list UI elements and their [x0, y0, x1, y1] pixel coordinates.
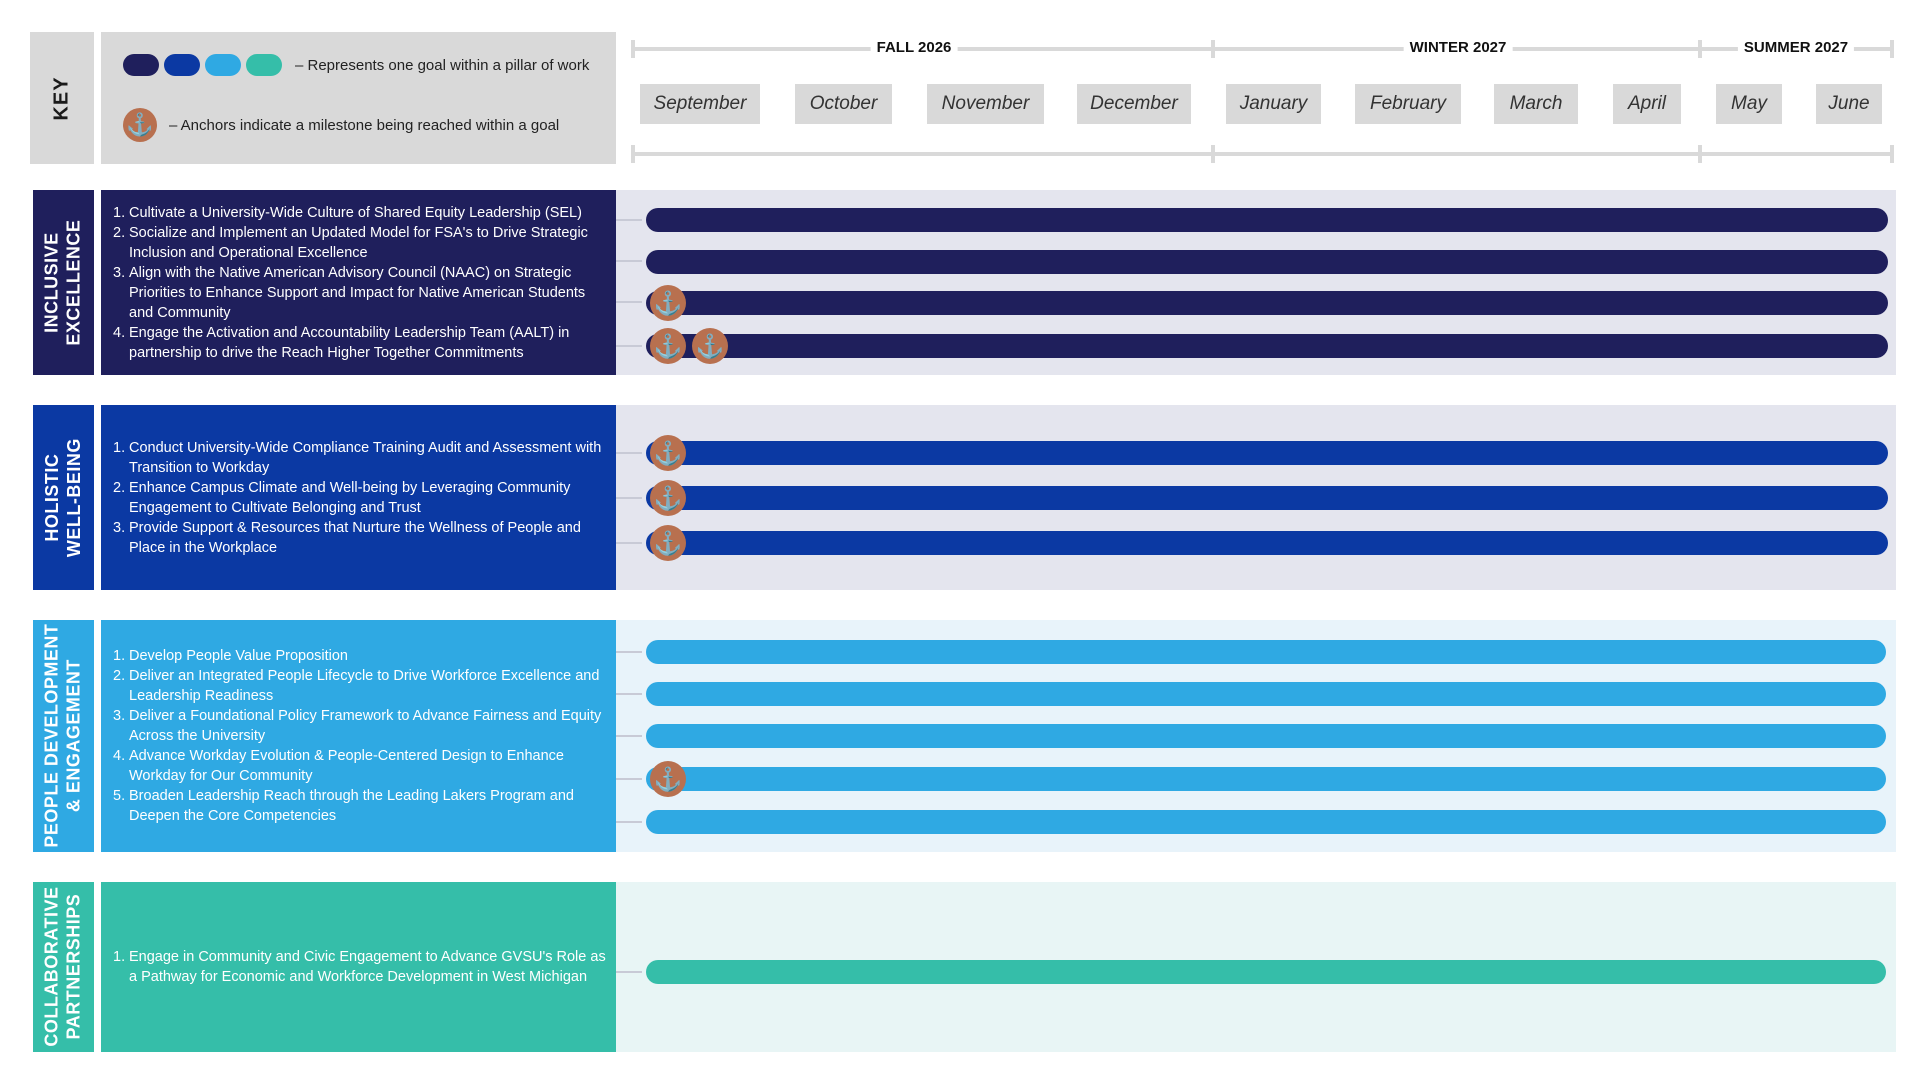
month-december: December [1077, 84, 1191, 124]
pillar-label-box [33, 882, 94, 1052]
season-tick [1698, 145, 1702, 163]
goal-bar [646, 724, 1886, 748]
pillar-label: COLLABORATIVE PARTNERSHIPS [41, 886, 84, 1048]
goal-bar [646, 250, 1888, 274]
goal-bar [646, 486, 1888, 510]
timeline-header [0, 0, 1920, 170]
goal-item: Cultivate a University-Wide Culture of Shared Equity Leadership (SEL) [129, 204, 582, 221]
goal-bar [646, 441, 1888, 465]
goal-item: Enhance Campus Climate and Well-being by Leveraging Community Engagement to Cultivate Belonging and Trust [129, 479, 571, 516]
goal-leader [616, 497, 642, 499]
season-summer-2027: SUMMER 2027 [1738, 39, 1854, 56]
goal-leader [616, 219, 642, 221]
goal-item: Advance Workday Evolution & People-Centered Design to Enhance Workday for Our Community [129, 748, 564, 784]
anchor-icon: ⚓ [123, 108, 157, 142]
goal-bar [646, 682, 1886, 706]
anchor-icon: ⚓ [650, 285, 686, 321]
key-anchor-text: – Anchors indicate a milestone being reached within a goal [169, 116, 560, 134]
goal-leader [616, 735, 642, 737]
goal-bar [646, 208, 1888, 232]
goal-bar [646, 291, 1888, 315]
month-april: April [1613, 84, 1681, 124]
month-may: May [1716, 84, 1782, 124]
goal-item: Socialize and Implement an Updated Model for FSA's to Drive Strategic Inclusion and Operational Excellence [129, 224, 588, 261]
anchor-icon: ⚓ [650, 328, 686, 364]
goal-leader [616, 542, 642, 544]
goal-item: Develop People Value Proposition [129, 648, 348, 664]
season-rule-top [632, 47, 1894, 51]
goal-leader [616, 345, 642, 347]
goal-item: Align with the Native American Advisory Council (NAAC) on Strategic Priorities to Enhance Support and Impact for Native American Students and Community [129, 264, 586, 321]
goal-item: Conduct University-Wide Compliance Training Audit and Assessment with Transition to Workday [129, 439, 602, 476]
pillar-label-box [33, 620, 94, 852]
goal-list-box [101, 620, 616, 852]
pillar-label: INCLUSIVE EXCELLENCE [41, 219, 84, 346]
anchor-icon: ⚓ [650, 525, 686, 561]
goal-bar [646, 640, 1886, 664]
goal-item: Deliver a Foundational Policy Framework to Advance Fairness and Equity Across the University [129, 708, 602, 744]
pillar-lane [616, 190, 1896, 375]
goal-bar [646, 810, 1886, 834]
goal-bar [646, 767, 1886, 791]
anchor-icon: ⚓ [650, 761, 686, 797]
goal-item: Broaden Leadership Reach through the Leading Lakers Program and Deepen the Core Competencies [129, 788, 574, 824]
goal-leader [616, 971, 642, 973]
season-tick [1890, 145, 1894, 163]
month-january: January [1226, 84, 1321, 124]
month-june: June [1816, 84, 1882, 124]
season-tick [1211, 40, 1215, 58]
month-march: March [1494, 84, 1578, 124]
pillar-lane [616, 405, 1896, 590]
pillar-label: HOLISTIC WELL-BEING [41, 438, 84, 557]
season-winter-2027: WINTER 2027 [1404, 39, 1513, 56]
pillar-label-box [33, 405, 94, 590]
season-tick [631, 145, 635, 163]
season-tick [631, 40, 635, 58]
goal-leader [616, 693, 642, 695]
goal-leader [616, 260, 642, 262]
goal-bar [646, 531, 1888, 555]
goal-item: Provide Support & Resources that Nurture the Wellness of People and Place in the Workplace [129, 519, 581, 556]
month-february: February [1355, 84, 1461, 124]
pillar-lane [616, 882, 1896, 1052]
goal-bar [646, 334, 1888, 358]
goal-leader [616, 301, 642, 303]
season-fall-2026: FALL 2026 [871, 39, 958, 56]
goal-leader [616, 821, 642, 823]
key-label: KEY [50, 75, 73, 121]
anchor-icon: ⚓ [650, 480, 686, 516]
goal-list-box [101, 882, 616, 1052]
goal-list-box [101, 405, 616, 590]
goal-bar [646, 960, 1886, 984]
goal-leader [616, 452, 642, 454]
season-tick [1890, 40, 1894, 58]
pillar-label: PEOPLE DEVELOPMENT & ENGAGEMENT [41, 623, 84, 849]
season-rule-bottom [632, 152, 1894, 156]
anchor-icon: ⚓ [650, 435, 686, 471]
anchor-icon: ⚓ [692, 328, 728, 364]
goal-item: Engage in Community and Civic Engagement to Advance GVSU's Role as a Pathway for Economic and Workforce Development in West Michigan [129, 949, 606, 985]
month-november: November [927, 84, 1044, 124]
season-tick [1698, 40, 1702, 58]
goal-item: Engage the Activation and Accountability Leadership Team (AALT) in partnership to drive the Reach Higher Together Commitments [129, 324, 570, 361]
month-september: September [640, 84, 760, 124]
goal-item: Deliver an Integrated People Lifecycle to Drive Workforce Excellence and Leadership Readiness [129, 668, 600, 704]
goal-leader [616, 778, 642, 780]
goal-list-box [101, 190, 616, 375]
goal-leader [616, 651, 642, 653]
season-tick [1211, 145, 1215, 163]
key-goal-text: – Represents one goal within a pillar of work [295, 56, 590, 74]
month-october: October [795, 84, 892, 124]
pillar-lane [616, 620, 1896, 852]
pillar-label-box [33, 190, 94, 375]
